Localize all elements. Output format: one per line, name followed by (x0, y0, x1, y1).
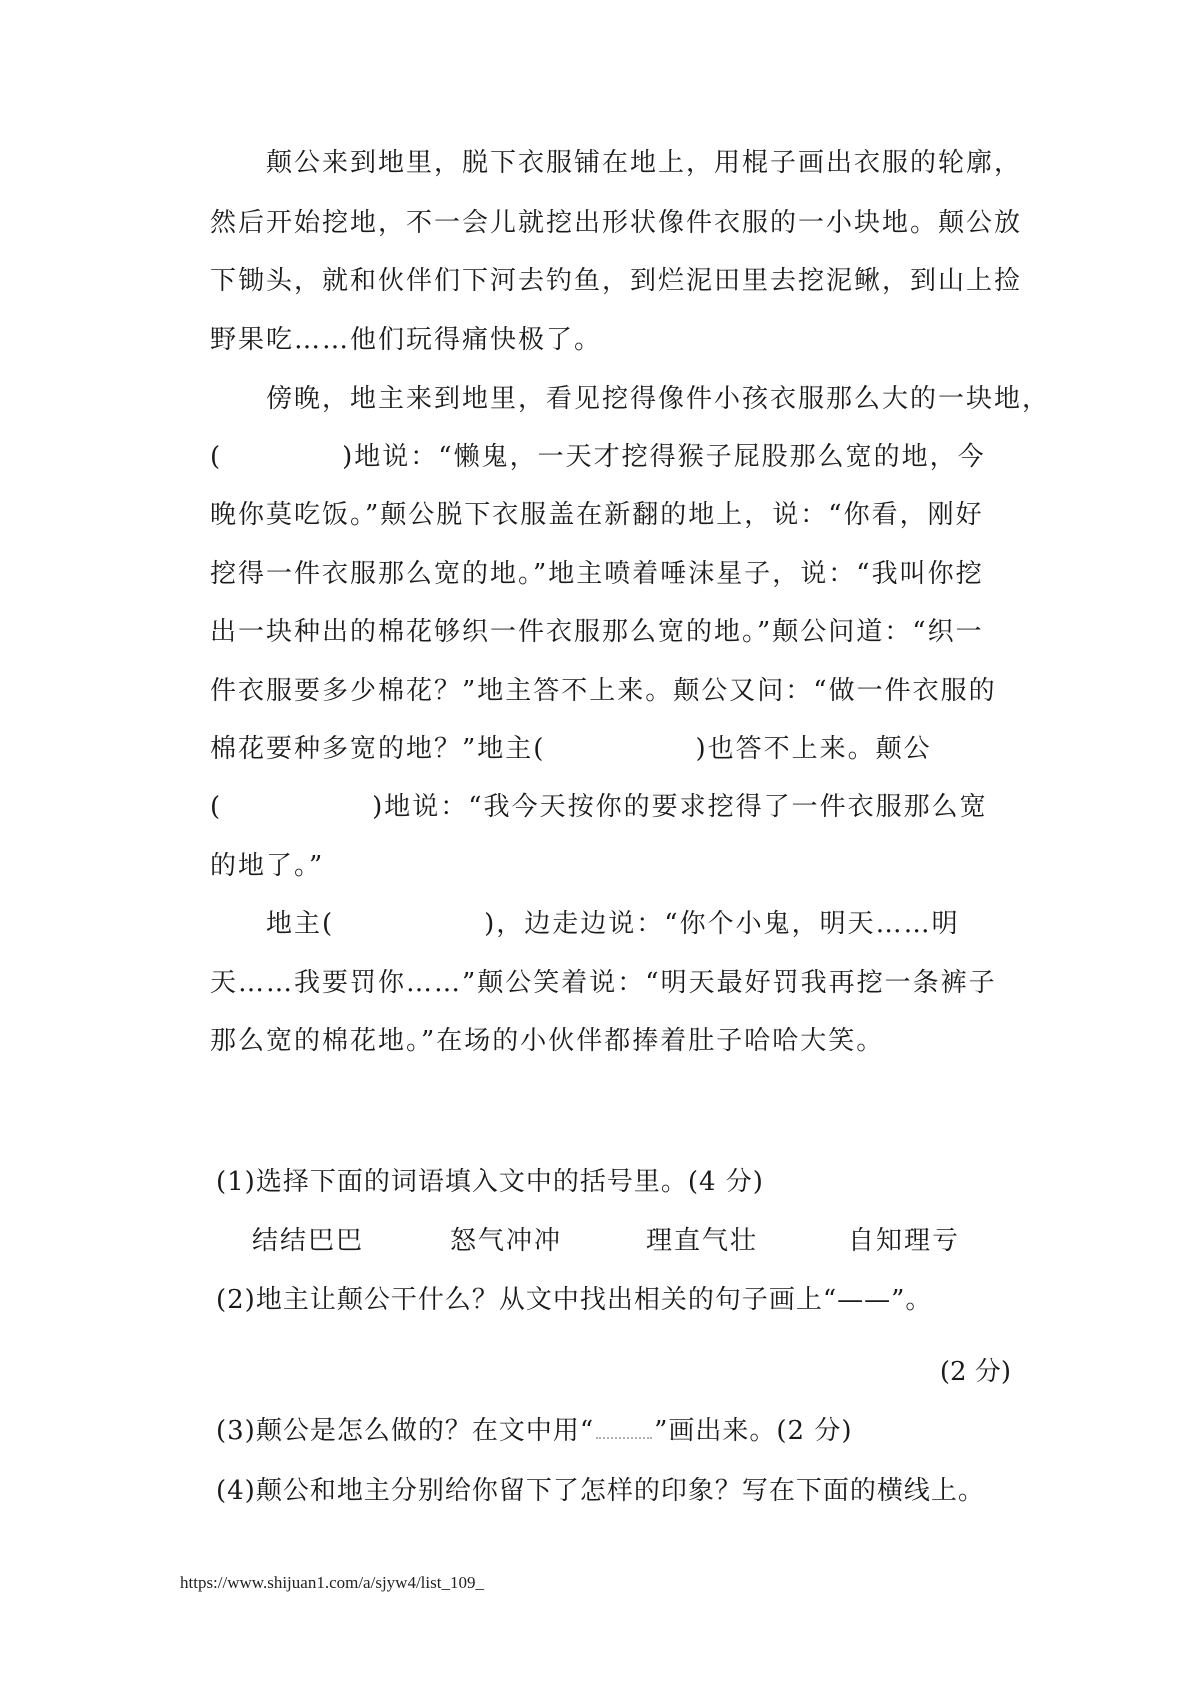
question-3 (216, 1416, 853, 1446)
passage-p2-line-2 (210, 442, 986, 472)
question-2: (2)地主让颠公干什么？从文中找出相关的句子画上“——”。 (216, 1285, 933, 1315)
question-1: (1)选择下面的词语填入文中的括号里。(4 分) (216, 1167, 764, 1197)
passage-p2-line-4: 挖得一件衣服那么宽的地。”地主喷着唾沫星子，说：“我叫你挖 (210, 559, 984, 589)
question-4: (4)颠公和地主分别给你留下了怎样的印象？写在下面的横线上。 (216, 1476, 985, 1506)
passage-p3-line-3: 那么宽的棉花地。”在场的小伙伴都捧着肚子哈哈大笑。 (210, 1026, 885, 1056)
passage-p2-line-7 (210, 734, 932, 764)
passage-p1-line-1: 颠公来到地里，脱下衣服铺在地上，用棍子画出衣服的轮廓， (266, 148, 1023, 178)
passage-p2-line-2-text: )地说：“懒鬼，一天才挖得猴子屁股那么宽的地，今 (342, 442, 986, 472)
word-option-3: 理直气壮 (646, 1226, 759, 1256)
passage-p1-line-4: 野果吃……他们玩得痛快极了。 (210, 325, 603, 355)
passage-p3-line-1-text-2: )，边走边说：“你个小鬼，明天……明 (484, 909, 960, 939)
source-url[interactable]: https://www.shijuan1.com/a/sjyw4/list_109_ (180, 1573, 484, 1592)
passage-p2-line-7-text-2: )也答不上来。颠公 (695, 734, 932, 764)
passage-p2-line-6: 件衣服要多少棉花？”地主答不上来。颠公又问：“做一件衣服的 (210, 676, 997, 706)
wavy-underline-sample (596, 1417, 652, 1439)
passage-p2-line-7-text: 棉花要种多宽的地？”地主( (210, 734, 546, 764)
word-option-4: 自知理亏 (848, 1226, 961, 1256)
question-3-text: (3)颠公是怎么做的？在文中用“ (216, 1416, 595, 1446)
passage-p2-line-5: 出一块种出的棉花够织一件衣服那么宽的地。”颠公问道：“织一 (210, 617, 984, 647)
passage-p3-line-2: 天……我要罚你……”颠公笑着说：“明天最好罚我再挖一条裤子 (210, 968, 997, 998)
passage-p3-line-1 (266, 909, 960, 939)
passage-p2-line-8-text: )地说：“我今天按你的要求挖得了一件衣服那么宽 (372, 792, 988, 822)
question-3-text-2: ”画出来。(2 分) (654, 1416, 853, 1446)
word-option-2: 怒气冲冲 (450, 1226, 563, 1256)
blank-open-paren: ( (210, 442, 223, 472)
passage-p2-line-8 (210, 792, 988, 822)
passage-p1-line-2: 然后开始挖地，不一会儿就挖出形状像件衣服的一小块地。颠公放 (210, 208, 1023, 238)
passage-p3-line-1-text: 地主( (266, 909, 335, 939)
passage-p2-line-1: 傍晚，地主来到地里，看见挖得像件小孩衣服那么大的一块地， (266, 384, 1051, 414)
passage-p2-line-9: 的地了。” (210, 851, 325, 881)
passage-p1-line-3: 下锄头，就和伙伴们下河去钓鱼，到烂泥田里去挖泥鳅，到山上捡 (210, 266, 1023, 296)
question-2-score: (2 分) (939, 1357, 1011, 1387)
word-option-1: 结结巴巴 (252, 1226, 365, 1256)
blank-open-paren: ( (210, 792, 223, 822)
passage-p2-line-3: 晚你莫吃饭。”颠公脱下衣服盖在新翻的地上，说：“你看，刚好 (210, 500, 984, 530)
